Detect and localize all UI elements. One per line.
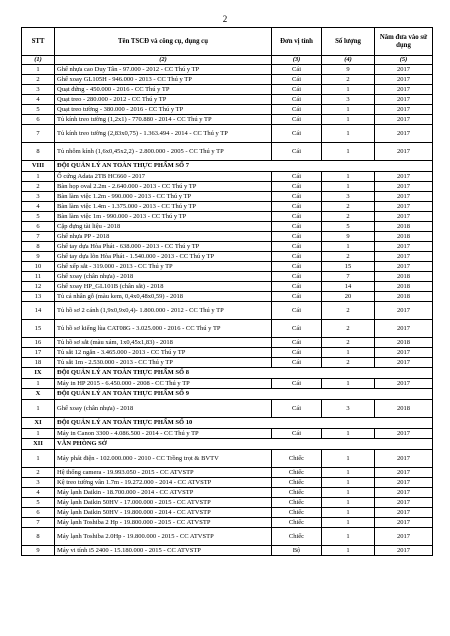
- section-number: XI: [22, 418, 55, 429]
- table-row: [22, 232, 433, 242]
- table-row: [22, 508, 433, 518]
- row-stt: 2: [22, 182, 55, 192]
- row-name: Ghế xoay HP_GL101B (chân sắt) - 2018: [55, 282, 272, 292]
- row-qty: 9: [322, 65, 375, 75]
- row-unit: Cái: [272, 282, 322, 292]
- table-row: [22, 528, 433, 546]
- table-row: [22, 182, 433, 192]
- row-unit: Cái: [272, 222, 322, 232]
- row-name: Tủ kính treo tường (1,2x1) - 770.880 - 2014 - CC Thú y TP: [55, 115, 272, 125]
- row-year: 2017: [375, 75, 433, 85]
- row-name: Ghế xếp sắt - 319.000 - 2013 - CC Thú y TP: [55, 262, 272, 272]
- row-stt: 18: [22, 358, 55, 368]
- section-number: IX: [22, 368, 55, 379]
- row-stt: 7: [22, 125, 55, 143]
- row-unit: Chiếc: [272, 508, 322, 518]
- row-year: 2018: [375, 292, 433, 302]
- row-qty: 1: [322, 546, 375, 556]
- row-name: Quạt treo - 280.000 - 2012 - CC Thú y TP: [55, 95, 272, 105]
- row-qty: 1: [322, 508, 375, 518]
- row-unit: Cái: [272, 358, 322, 368]
- row-year: 2017: [375, 143, 433, 161]
- row-unit: Cái: [272, 292, 322, 302]
- row-stt: 14: [22, 302, 55, 320]
- row-stt: 4: [22, 95, 55, 105]
- table-body: [22, 65, 433, 556]
- row-stt: 7: [22, 518, 55, 528]
- row-name: Kệ treo tường vân 1.7m - 19.272.000 - 2014 - CC ATVSTP: [55, 478, 272, 488]
- row-year: 2017: [375, 488, 433, 498]
- row-unit: Cái: [272, 242, 322, 252]
- row-name: Ghế nhựa PP - 2018: [55, 232, 272, 242]
- row-stt: 9: [22, 252, 55, 262]
- row-year: 2017: [375, 242, 433, 252]
- row-qty: 1: [322, 518, 375, 528]
- row-qty: 2: [322, 320, 375, 338]
- row-year: 2017: [375, 379, 433, 389]
- row-name: Tủ kính treo tường (2,83x0,75) - 1.363.494 - 2014 - CC Thú y TP: [55, 125, 272, 143]
- row-qty: 5: [322, 222, 375, 232]
- table-row: [22, 105, 433, 115]
- row-unit: Cái: [272, 143, 322, 161]
- section-number: XII: [22, 439, 55, 450]
- row-qty: 3: [322, 400, 375, 418]
- row-name: Tủ hồ sơ 2 cánh (1,9x0,9x0,4)- 1.800.000 - 2012 - CC Thú y TP: [55, 302, 272, 320]
- table-row: [22, 498, 433, 508]
- row-year: 2017: [375, 518, 433, 528]
- row-name: Máy lạnh Daikin 50HV - 19.800.000 - 2014 - CC ATVSTP: [55, 508, 272, 518]
- row-name: Tủ sắt 1m - 2.530.000 - 2013 - CC Thú y TP: [55, 358, 272, 368]
- row-unit: Chiếc: [272, 528, 322, 546]
- row-unit: Cái: [272, 252, 322, 262]
- table-row: [22, 302, 433, 320]
- row-name: Ghế xoay GL105H - 946.000 - 2013 - CC Thú y TP: [55, 75, 272, 85]
- table-row: [22, 242, 433, 252]
- row-year: 2018: [375, 400, 433, 418]
- row-unit: Cái: [272, 75, 322, 85]
- row-stt: 3: [22, 478, 55, 488]
- row-name: Ghế tay dựa lõn Hòa Phát - 1.540.000 - 2013 - CC Thú y TP: [55, 252, 272, 262]
- row-qty: 2: [322, 338, 375, 348]
- row-stt: 4: [22, 488, 55, 498]
- row-name: Bàn làm việc 1m - 990.000 - 2013 - CC Thú y TP: [55, 212, 272, 222]
- row-name: Máy lạnh Toshiba 2 Hp - 19.800.000 - 2015 - CC ATVSTP: [55, 518, 272, 528]
- row-qty: 1: [322, 105, 375, 115]
- row-qty: 1: [322, 85, 375, 95]
- row-stt: 10: [22, 262, 55, 272]
- row-stt: 8: [22, 143, 55, 161]
- subheader-cell: (2): [55, 56, 272, 65]
- header-name: Tên TSCĐ và công cụ, dụng cụ: [55, 28, 272, 56]
- row-name: Cặp đựng tài liệu - 2018: [55, 222, 272, 232]
- section-row: [22, 368, 433, 379]
- row-name: Máy phát điện - 102.000.000 - 2010 - CC Trồng trọt & BVTV: [55, 450, 272, 468]
- row-unit: Cái: [272, 202, 322, 212]
- section-title: ĐỘI QUẢN LÝ AN TOÀN THỰC PHẨM SỐ 7: [55, 161, 433, 172]
- table-row: [22, 85, 433, 95]
- table-row: [22, 222, 433, 232]
- table-row: [22, 115, 433, 125]
- row-stt: 2: [22, 75, 55, 85]
- row-qty: 20: [322, 292, 375, 302]
- row-year: 2017: [375, 65, 433, 75]
- row-name: Ghế tay dựa Hòa Phát - 638.000 - 2013 - CC Thú y TP: [55, 242, 272, 252]
- row-stt: 13: [22, 292, 55, 302]
- row-unit: Cái: [272, 272, 322, 282]
- subheader-cell: (3): [272, 56, 322, 65]
- row-year: 2017: [375, 202, 433, 212]
- row-qty: 2: [322, 358, 375, 368]
- table-row: [22, 338, 433, 348]
- table-row: [22, 172, 433, 182]
- table-row: [22, 125, 433, 143]
- row-stt: 8: [22, 528, 55, 546]
- row-stt: 8: [22, 242, 55, 252]
- row-unit: Chiếc: [272, 488, 322, 498]
- row-qty: 1: [322, 528, 375, 546]
- table-row: [22, 143, 433, 161]
- row-qty: 2: [322, 75, 375, 85]
- subheader-cell: (5): [375, 56, 433, 65]
- row-name: Ghế xoay (chân nhựa) - 2018: [55, 272, 272, 282]
- section-row: [22, 389, 433, 400]
- row-stt: 17: [22, 348, 55, 358]
- table-row: [22, 95, 433, 105]
- row-unit: Cái: [272, 320, 322, 338]
- section-title: ĐỘI QUẢN LÝ AN TOÀN THỰC PHẨM SỐ 10: [55, 418, 433, 429]
- row-qty: 14: [322, 282, 375, 292]
- row-unit: Chiếc: [272, 450, 322, 468]
- row-year: 2017: [375, 125, 433, 143]
- section-number: VIII: [22, 161, 55, 172]
- row-unit: Cái: [272, 125, 322, 143]
- row-year: 2017: [375, 468, 433, 478]
- row-unit: Bộ: [272, 546, 322, 556]
- row-unit: Chiếc: [272, 468, 322, 478]
- row-year: 2017: [375, 478, 433, 488]
- row-year: 2018: [375, 272, 433, 282]
- row-name: Tủ nhôm kính (1,6x0,45x2,2) - 2.800.000 - 2005 - CC Thú y TP: [55, 143, 272, 161]
- row-name: Tủ hồ sơ sắt (màu xám, 1x0,45x1,83) - 2018: [55, 338, 272, 348]
- row-unit: Cái: [272, 95, 322, 105]
- row-unit: Cái: [272, 85, 322, 95]
- row-qty: 2: [322, 212, 375, 222]
- row-year: 2017: [375, 262, 433, 272]
- row-name: Tủ cá nhân gỗ (màu kem, 0,4x0,48x0,59) - 2018: [55, 292, 272, 302]
- row-stt: 1: [22, 65, 55, 75]
- row-unit: Cái: [272, 115, 322, 125]
- asset-table: [21, 27, 433, 556]
- row-qty: 1: [322, 125, 375, 143]
- row-year: 2017: [375, 508, 433, 518]
- row-qty: 9: [322, 232, 375, 242]
- row-name: Máy vi tính i5 2400 - 15.180.000 - 2015 - CC ATVSTP: [55, 546, 272, 556]
- row-year: 2017: [375, 348, 433, 358]
- row-stt: 12: [22, 282, 55, 292]
- row-year: 2017: [375, 302, 433, 320]
- section-title: VĂN PHÒNG SỞ: [55, 439, 433, 450]
- row-unit: Cái: [272, 105, 322, 115]
- row-qty: 1: [322, 348, 375, 358]
- table-row: [22, 320, 433, 338]
- row-year: 2018: [375, 338, 433, 348]
- row-qty: 1: [322, 429, 375, 439]
- row-stt: 1: [22, 429, 55, 439]
- row-name: Bàn làm việc 1.4m - 1.375.000 - 2013 - CC Thú y TP: [55, 202, 272, 212]
- row-name: Ghế xoay (chân nhựa) - 2018: [55, 400, 272, 418]
- row-year: 2018: [375, 222, 433, 232]
- row-qty: 1: [322, 172, 375, 182]
- row-unit: Chiếc: [272, 518, 322, 528]
- row-name: Ghế nhựa cao Duy Tân - 97.000 - 2012 - CC Thú y TP: [55, 65, 272, 75]
- row-qty: 2: [322, 252, 375, 262]
- row-stt: 7: [22, 232, 55, 242]
- header-unit: Đơn vị tính: [272, 28, 322, 56]
- table-row: [22, 262, 433, 272]
- row-stt: 6: [22, 115, 55, 125]
- section-title: ĐỘI QUẢN LÝ AN TOÀN THỰC PHẨM SỐ 8: [55, 368, 433, 379]
- row-unit: Cái: [272, 338, 322, 348]
- row-qty: 1: [322, 115, 375, 125]
- row-qty: 1: [322, 450, 375, 468]
- row-qty: 2: [322, 202, 375, 212]
- row-unit: Chiếc: [272, 478, 322, 488]
- table-row: [22, 75, 433, 85]
- header-year: Năm đưa vào sử dụng: [375, 28, 433, 56]
- row-unit: Cái: [272, 172, 322, 182]
- table-row: [22, 488, 433, 498]
- row-unit: Cái: [272, 429, 322, 439]
- row-stt: 5: [22, 105, 55, 115]
- table-row: [22, 546, 433, 556]
- table-row: [22, 212, 433, 222]
- table-row: [22, 272, 433, 282]
- row-qty: 3: [322, 192, 375, 202]
- row-year: 2017: [375, 172, 433, 182]
- page-number: 2: [222, 14, 228, 24]
- row-qty: 1: [322, 143, 375, 161]
- table-row: [22, 358, 433, 368]
- row-unit: Cái: [272, 302, 322, 320]
- row-qty: 7: [322, 272, 375, 282]
- section-row: [22, 418, 433, 429]
- row-year: 2017: [375, 358, 433, 368]
- table-row: [22, 65, 433, 75]
- row-year: 2017: [375, 252, 433, 262]
- header-stt: STT: [22, 28, 55, 56]
- row-stt: 1: [22, 450, 55, 468]
- row-year: 2017: [375, 429, 433, 439]
- row-stt: 2: [22, 468, 55, 478]
- row-stt: 3: [22, 85, 55, 95]
- row-qty: 1: [322, 478, 375, 488]
- row-year: 2017: [375, 212, 433, 222]
- row-stt: 1: [22, 379, 55, 389]
- row-unit: Cái: [272, 65, 322, 75]
- row-year: 2017: [375, 450, 433, 468]
- row-stt: 6: [22, 222, 55, 232]
- section-row: [22, 439, 433, 450]
- row-year: 2017: [375, 105, 433, 115]
- row-year: 2018: [375, 282, 433, 292]
- row-stt: 5: [22, 212, 55, 222]
- row-name: Máy lạnh Daikin - 18.700.000 - 2014 - CC ATVSTP: [55, 488, 272, 498]
- row-name: Quạt treo tường - 380.000 - 2016 - CC Thú y TP: [55, 105, 272, 115]
- row-year: 2018: [375, 232, 433, 242]
- table-row: [22, 379, 433, 389]
- row-year: 2017: [375, 95, 433, 105]
- row-year: 2017: [375, 320, 433, 338]
- row-name: Máy in HP 2015 - 6.450.000 - 2008 - CC Thú y TP: [55, 379, 272, 389]
- row-stt: 16: [22, 338, 55, 348]
- row-qty: 1: [322, 182, 375, 192]
- row-stt: 5: [22, 498, 55, 508]
- header-qty: Số lượng: [322, 28, 375, 56]
- table-row: [22, 518, 433, 528]
- row-name: Hệ thống camera - 19.993.050 - 2015 - CC ATVSTP: [55, 468, 272, 478]
- row-unit: Cái: [272, 348, 322, 358]
- row-year: 2017: [375, 85, 433, 95]
- row-stt: 3: [22, 192, 55, 202]
- table-row: [22, 202, 433, 212]
- table-row: [22, 348, 433, 358]
- row-name: Máy in Canon 3300 - 4.086.500 - 2014 - CC Thú y TP: [55, 429, 272, 439]
- row-name: Bàn làm việc 1.2m - 990.000 - 2013 - CC Thú y TP: [55, 192, 272, 202]
- row-qty: 15: [322, 262, 375, 272]
- table-row: [22, 478, 433, 488]
- table-row: [22, 450, 433, 468]
- row-unit: Cái: [272, 400, 322, 418]
- row-name: Ổ cứng Adata 2TB HC660 - 2017: [55, 172, 272, 182]
- row-stt: 6: [22, 508, 55, 518]
- table-row: [22, 429, 433, 439]
- row-stt: 1: [22, 400, 55, 418]
- section-title: ĐỘI QUẢN LÝ AN TOÀN THỰC PHẨM SỐ 9: [55, 389, 433, 400]
- table-row: [22, 192, 433, 202]
- row-unit: Cái: [272, 232, 322, 242]
- row-qty: 1: [322, 379, 375, 389]
- section-row: [22, 161, 433, 172]
- row-year: 2017: [375, 115, 433, 125]
- table-subheader-row: [22, 56, 433, 65]
- row-name: Tủ sắt 12 ngăn - 3.465.000 - 2013 - CC Thú y TP: [55, 348, 272, 358]
- row-year: 2017: [375, 498, 433, 508]
- row-qty: 1: [322, 242, 375, 252]
- section-number: X: [22, 389, 55, 400]
- row-stt: 1: [22, 172, 55, 182]
- row-unit: Cái: [272, 262, 322, 272]
- row-stt: 9: [22, 546, 55, 556]
- row-name: Máy lạnh Daikin 50HV - 17.000.000 - 2015 - CC ATVSTP: [55, 498, 272, 508]
- row-qty: 1: [322, 468, 375, 478]
- row-unit: Cái: [272, 379, 322, 389]
- row-year: 2017: [375, 182, 433, 192]
- row-name: Quạt đứng - 450.000 - 2016 - CC Thú y TP: [55, 85, 272, 95]
- table-row: [22, 292, 433, 302]
- row-unit: Cái: [272, 182, 322, 192]
- row-qty: 2: [322, 302, 375, 320]
- row-year: 2017: [375, 546, 433, 556]
- table-row: [22, 282, 433, 292]
- subheader-cell: (1): [22, 56, 55, 65]
- row-stt: 15: [22, 320, 55, 338]
- row-qty: 1: [322, 498, 375, 508]
- table-row: [22, 468, 433, 478]
- table-row: [22, 252, 433, 262]
- table-header-row: [22, 28, 433, 56]
- row-unit: Cái: [272, 212, 322, 222]
- row-year: 2017: [375, 528, 433, 546]
- row-name: Máy lạnh Toshiba 2.0Hp - 19.800.000 - 2015 - CC ATVSTP: [55, 528, 272, 546]
- table-row: [22, 400, 433, 418]
- row-stt: 4: [22, 202, 55, 212]
- row-qty: 3: [322, 95, 375, 105]
- row-name: Tủ hồ sơ kiếng lùa CAT08G - 3.025.000 - 2016 - CC Thú y TP: [55, 320, 272, 338]
- row-unit: Chiếc: [272, 498, 322, 508]
- row-year: 2017: [375, 192, 433, 202]
- row-stt: 11: [22, 272, 55, 282]
- row-name: Bàn họp oval 2.2m - 2.640.000 - 2013 - CC Thú y TP: [55, 182, 272, 192]
- row-qty: 1: [322, 488, 375, 498]
- row-unit: Cái: [272, 192, 322, 202]
- subheader-cell: (4): [322, 56, 375, 65]
